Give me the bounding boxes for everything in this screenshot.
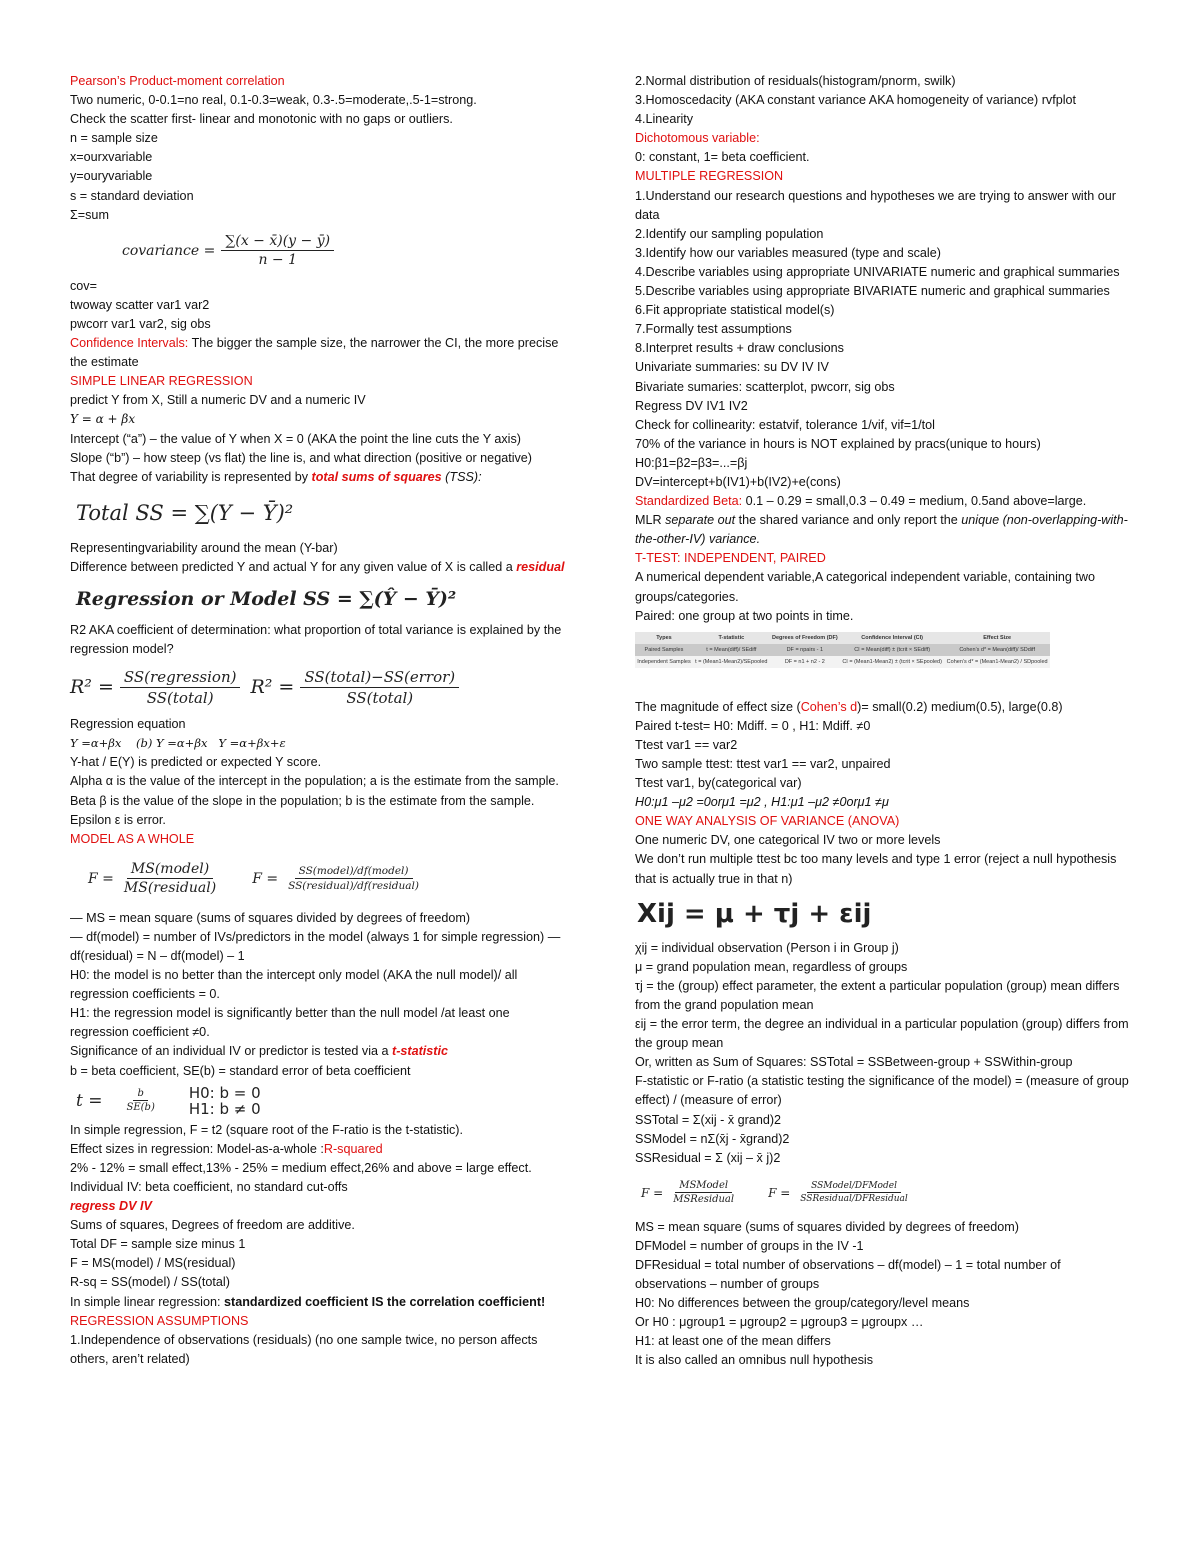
- r2-b-den: SS(total): [346, 688, 414, 707]
- total-ss-text: Total SS = ∑(Y − Ȳ)²: [76, 500, 294, 525]
- table-cell: t = Mean(diff)/ SEdiff: [693, 644, 770, 656]
- anova-formula-text: Xij = μ + τj + εij: [637, 898, 872, 929]
- f-a-num: MS(model): [127, 861, 213, 879]
- anova-tail: DFResidual = total number of observations – df(model) – 1 = total number of observations – number of groups: [635, 1257, 1061, 1292]
- r2-a-lhs: R² =: [70, 676, 114, 699]
- anova-def: εij = the error term, the degree an individual in a particular population (group) differs from the group mean: [635, 1017, 1129, 1051]
- table-cell: CI = Mean(diff) ± (tcrit × SEdiff): [840, 644, 944, 656]
- model-ss-formula: [70, 577, 570, 621]
- anova-tail: H1: at least one of the mean differs: [635, 1334, 831, 1349]
- epsilon-line: Epsilon ε is error.: [70, 812, 166, 827]
- confidence-intervals: [70, 334, 570, 372]
- anova-def: SSResidual = Σ (xij – x̄ j)2: [635, 1150, 781, 1165]
- cov-numerator: ∑(x − x̄)(y − ȳ): [221, 233, 334, 251]
- table-header: Types: [635, 632, 693, 644]
- sb-text: 0.1 – 0.29 = small,0.3 – 0.49 = medium, 0.5and above=large.: [742, 494, 1087, 509]
- cov-denominator: n − 1: [258, 252, 298, 269]
- ttest-title: T-TEST: INDEPENDENT, PAIRED: [635, 551, 826, 566]
- mr-step: Regress DV IV1 IV2: [635, 398, 748, 413]
- model-ss-text: Regression or Model SS = ∑(Ŷ − Ȳ)²: [76, 587, 457, 610]
- mr-step: 2.Identify our sampling population: [635, 226, 824, 241]
- table-header: Confidence Interval (CI): [840, 632, 944, 644]
- pearson-line: Check the scatter first- linear and monotonic with no gaps or outliers.: [70, 112, 453, 127]
- f-b-fraction: [284, 865, 423, 892]
- mr-step: H0:β1=β2=β3=...=βj: [635, 455, 748, 470]
- sb-label: Standardized Beta:: [635, 494, 743, 509]
- table-header: T-statistic: [693, 632, 770, 644]
- tstat-prefix: Significance of an individual IV or predictor is tested via a: [70, 1044, 393, 1059]
- effect-line2: 2% - 12% = small effect,13% - 25% = medium effect,26% and above = large effect.: [70, 1160, 532, 1175]
- cov-line: pwcorr var1 var2, sig obs: [70, 316, 211, 331]
- reg-eq-title: Regression equation: [70, 717, 186, 732]
- mr-step: 7.Formally test assumptions: [635, 322, 792, 337]
- f-formulas: [70, 849, 570, 909]
- ttest-line1: A numerical dependent variable,A categorical independent variable, containing two groups/categories.: [635, 570, 1095, 604]
- mean-line: Representingvariability around the mean (Y-bar): [70, 540, 338, 555]
- effect-size-table-wrap: [635, 626, 1130, 698]
- r2-formulas: [70, 659, 570, 715]
- anova-def: SSModel = nΣ(x̄j - x̄grand)2: [635, 1131, 790, 1146]
- table-row: [635, 644, 1050, 656]
- cov-fraction: [221, 233, 334, 268]
- cohen-red: Cohen’s d: [800, 699, 858, 714]
- h1-line: H1: the regression model is significantly better than the null model /at least one regression coefficient ≠0.: [70, 1006, 510, 1040]
- mr-step: 4.Describe variables using appropriate UNIVARIATE numeric and graphical summaries: [635, 264, 1120, 279]
- r2-text: R2 AKA coefficient of determination: what proportion of total variance is explained by the regression model?: [70, 622, 562, 657]
- alpha-line: Alpha α is the value of the intercept in the population; a is the estimate from the sample.: [70, 774, 559, 789]
- table-cell: DF = n1 + n2 - 2: [770, 656, 840, 668]
- standardized-beta: [635, 492, 1130, 511]
- ms-line: — MS = mean square (sums of squares divided by degrees of freedom): [70, 910, 471, 925]
- anova-def: SSTotal = Σ(xij - x̄ grand)2: [635, 1112, 782, 1127]
- t-den: SE(b): [126, 1102, 155, 1114]
- beta-line: Beta β is the value of the slope in the population; b is the estimate from the sample.: [70, 793, 535, 808]
- effect-prefix: Effect sizes in regression: Model-as-a-whole :: [70, 1141, 324, 1156]
- total-ss-formula: [70, 487, 570, 539]
- slr-slope: Slope (“b”) – how steep (vs flat) the line is, and what direction (positive or negative): [70, 450, 532, 465]
- anova-f-a-lhs: F =: [641, 1185, 664, 1200]
- effect-red: R-squared: [323, 1141, 383, 1156]
- anova-formula: [635, 889, 1130, 939]
- anova-def: μ = grand population mean, regardless of groups: [635, 959, 908, 974]
- residual-prefix: Difference between predicted Y and actual Y for any given value of X is called a: [70, 559, 517, 574]
- anova-f-formulas: [635, 1168, 1130, 1218]
- mr-step: 70% of the variance in hours is NOT explained by pracs(unique to hours): [635, 436, 1041, 451]
- assump-4: 4.Linearity: [635, 112, 694, 127]
- indiv-iv: Individual IV: beta coefficient, no standard cut-offs: [70, 1179, 348, 1194]
- residual-word: residual: [516, 559, 565, 574]
- mr-step: 8.Interpret results + draw conclusions: [635, 341, 844, 356]
- tss-prefix: That degree of variability is represented by: [70, 469, 312, 484]
- pearson-line: y=ouryvariable: [70, 169, 153, 184]
- paired-line: Paired t-test= H0: Mdiff. = 0 , H1: Mdiff. ≠0: [635, 718, 871, 733]
- dich-line: 0: constant, 1= beta coefficient.: [635, 150, 810, 165]
- table-cell: Paired Samples: [635, 644, 693, 656]
- anova-tail: MS = mean square (sums of squares divided by degrees of freedom): [635, 1219, 1019, 1234]
- anova-line2: We don’t run multiple ttest bc too many levels and type 1 error (reject a null hypothesis that is actually true in that n): [635, 852, 1117, 886]
- assump-1: 1.Independence of observations (residuals) (no one sample twice, no person affects others, aren’t related): [70, 1332, 538, 1366]
- yhat-line: Y-hat / E(Y) is predicted or expected Y score.: [70, 755, 322, 770]
- cov-line: cov=: [70, 278, 97, 293]
- anova-def: F-statistic or F-ratio (a statistic testing the significance of the model) = (measure of group effect) / (measure of error): [635, 1074, 1129, 1108]
- effect-size-table: [635, 632, 1050, 668]
- anova-f-a-num: MSModel: [675, 1180, 732, 1193]
- additive-line: Sums of squares, Degrees of freedom are additive.: [70, 1218, 355, 1233]
- reg-eq-line: Y =α+βx (b) Y =α+βx Y =α+βx+ε: [70, 736, 286, 751]
- b-line: b = beta coefficient, SE(b) = standard error of beta coefficient: [70, 1063, 411, 1078]
- cohen-suffix: )= small(0.2) medium(0.5), large(0.8): [857, 699, 1063, 714]
- anova-f-b-den: SSResidual/DFResidual: [800, 1194, 908, 1205]
- pearson-line: n = sample size: [70, 131, 158, 146]
- assump-2: 2.Normal distribution of residuals(histogram/pnorm, swilk): [635, 74, 956, 88]
- r2-a-num: SS(regression): [120, 668, 241, 688]
- anova-tail: Or H0 : μgroup1 = μgroup2 = μgroup3 = μgroupx …: [635, 1315, 924, 1330]
- table-header: Effect Size: [944, 632, 1050, 644]
- tss-red: total sums of squares: [311, 469, 442, 484]
- t-lhs: t =: [76, 1090, 103, 1111]
- ttest-line2: Paired: one group at two points in time.: [635, 608, 854, 623]
- total-df-line: Total DF = sample size minus 1: [70, 1237, 246, 1252]
- dich-title: Dichotomous variable:: [635, 131, 760, 146]
- f-a-fraction: [120, 861, 220, 896]
- ci-text: The bigger the sample size, the narrower the CI, the more precise the estimate: [70, 336, 559, 370]
- cohen-line: [635, 698, 1130, 717]
- anova-f-b-fraction: [796, 1181, 911, 1204]
- anova-tail: It is also called an omnibus null hypothesis: [635, 1353, 874, 1368]
- ttest-cmd: Ttest var1 == var2: [635, 737, 738, 752]
- df-line: — df(model) = number of IVs/predictors in the model (always 1 for simple regression) — df(residual) = N – df(model) – 1: [70, 929, 561, 963]
- mr-step: Bivariate sumaries: scatterplot, pwcorr, sig obs: [635, 379, 895, 394]
- t-hypotheses: [189, 1085, 261, 1117]
- ttest-cmd: Two sample ttest: ttest var1 == var2, unpaired: [635, 757, 891, 771]
- r2-b-lhs: R² =: [250, 676, 295, 699]
- right-column: [635, 72, 1130, 1371]
- table-cell: DF = npairs - 1: [770, 644, 840, 656]
- anova-f-a-fraction: [669, 1180, 738, 1205]
- anova-f-b-num: SSModel/DFModel: [807, 1181, 901, 1193]
- t-h0: H0: b = 0: [188, 1083, 261, 1102]
- mr-step: 6.Fit appropriate statistical model(s): [635, 303, 835, 318]
- mr-title: MULTIPLE REGRESSION: [635, 169, 784, 184]
- tss-suffix: (TSS):: [441, 469, 482, 484]
- anova-f-a-den: MSResidual: [673, 1194, 735, 1206]
- maw-title: MODEL AS A WHOLE: [70, 831, 195, 846]
- mr-step: Check for collinearity: estatvif, tolerance 1/vif, vif=1/tol: [635, 417, 935, 432]
- t-num: b: [133, 1088, 147, 1101]
- mlr-it1: separate out: [665, 513, 736, 528]
- f-a-lhs: F =: [88, 870, 114, 887]
- mlr-line: [635, 511, 1130, 549]
- anova-def: χij = individual observation (Person i in Group j): [635, 940, 899, 955]
- t-formula: [70, 1081, 570, 1121]
- t-fraction: [122, 1088, 158, 1113]
- regress-red: regress DV IV: [70, 1199, 152, 1214]
- anova-f-b-lhs: F =: [768, 1185, 791, 1200]
- cov-lhs: covariance =: [122, 242, 216, 259]
- cohen-prefix: The magnitude of effect size (: [635, 699, 801, 714]
- assump-3: 3.Homoscedacity (AKA constant variance AKA homogeneity of variance) rvfplot: [635, 93, 1077, 108]
- pearson-line: x=ourxvariable: [70, 150, 153, 165]
- pearson-line: s = standard deviation: [70, 188, 194, 203]
- left-column: [70, 72, 570, 1369]
- mr-step: 5.Describe variables using appropriate BIVARIATE numeric and graphical summaries: [635, 284, 1110, 299]
- mr-step: 3.Identify how our variables measured (type and scale): [635, 245, 941, 260]
- slr-line: predict Y from X, Still a numeric DV and a numeric IV: [70, 393, 366, 408]
- f-b-den: SS(residual)/df(residual): [288, 880, 420, 893]
- tstat-line: [70, 1042, 570, 1061]
- h0-line: H0: the model is no better than the intercept only model (AKA the null model)/ all regression coefficients = 0.: [70, 968, 518, 1002]
- t-h1: H1: b ≠ 0: [188, 1099, 261, 1118]
- f-ms-line: F = MS(model) / MS(residual): [70, 1256, 236, 1271]
- pearson-line: Two numeric, 0-0.1=no real, 0.1-0.3=weak, 0.3-.5=moderate,.5-1=strong.: [70, 93, 477, 108]
- anova-title: ONE WAY ANALYSIS OF VARIANCE (ANOVA): [635, 814, 900, 829]
- tss-line: [70, 468, 570, 487]
- std-prefix: In simple linear regression:: [70, 1294, 224, 1309]
- table-header-row: [635, 632, 1050, 644]
- table-cell: Cohen’s d* = Mean(diff)/ SDdiff: [944, 644, 1050, 656]
- std-bold: standardized coefficient IS the correlation coefficient!: [224, 1294, 546, 1309]
- cov-line: twoway scatter var1 var2: [70, 297, 210, 312]
- slr-title: SIMPLE LINEAR REGRESSION: [70, 374, 253, 389]
- assump-title: REGRESSION ASSUMPTIONS: [70, 1313, 249, 1328]
- anova-line1: One numeric DV, one categorical IV two or more levels: [635, 833, 941, 848]
- pearson-line: Σ=sum: [70, 207, 109, 222]
- ttest-cmd: Ttest var1, by(categorical var): [635, 776, 802, 791]
- mr-step: Univariate summaries: su DV IV IV: [635, 360, 829, 375]
- f-a-den: MS(residual): [123, 880, 217, 897]
- rsq-line: R-sq = SS(model) / SS(total): [70, 1275, 230, 1290]
- table-cell: CI = (Mean1-Mean2) ± (tcrit × SEpooled): [840, 656, 944, 668]
- table-cell: Cohen’s d* = (Mean1-Mean2) / SDpooled: [944, 656, 1050, 668]
- effect-line: [70, 1140, 570, 1159]
- f-b-num: SS(model)/df(model): [295, 865, 413, 879]
- f-b-lhs: F =: [252, 870, 279, 887]
- ci-label: Confidence Intervals:: [70, 336, 189, 351]
- table-header: Degrees of Freedom (DF): [770, 632, 840, 644]
- covariance-formula: [70, 225, 570, 277]
- anova-tail: H0: No differences between the group/category/level means: [635, 1296, 970, 1311]
- anova-def: Or, written as Sum of Squares: SSTotal = SSBetween-group + SSWithin-group: [635, 1055, 1073, 1070]
- table-cell: Independent Samples: [635, 656, 693, 668]
- slr-intercept: Intercept (“a”) – the value of Y when X = 0 (AKA the point the line cuts the Y axis): [70, 431, 521, 446]
- r2-b-num: SS(total)−SS(error): [300, 668, 459, 688]
- std-line: [70, 1293, 570, 1312]
- r2-a-den: SS(total): [146, 688, 214, 707]
- anova-def: τj = the (group) effect parameter, the extent a particular population (group) mean differs from the grand population mean: [635, 978, 1120, 1012]
- anova-tail: DFModel = number of groups in the IV -1: [635, 1238, 864, 1253]
- f-t-line: In simple regression, F = t2 (square root of the F-ratio is the t-statistic).: [70, 1122, 464, 1137]
- r2-a-fraction: [120, 668, 241, 707]
- residual-line: [70, 558, 570, 577]
- mlr-it2: unique (non-overlapping-with-the-other-IV) variance.: [635, 513, 1128, 547]
- tstat-red: t-statistic: [392, 1044, 448, 1059]
- mr-step: 1.Understand our research questions and hypotheses we are trying to answer with our data: [635, 188, 1116, 222]
- table-row: [635, 656, 1050, 668]
- slr-equation: Y = α + βx: [70, 412, 136, 427]
- mlr-mid: the shared variance and only report the: [735, 513, 962, 528]
- pearson-title: Pearson’s Product-moment correlation: [70, 74, 285, 88]
- mlr-prefix: MLR: [635, 513, 666, 528]
- r2-b-fraction: [300, 668, 459, 707]
- mr-step: DV=intercept+b(IV1)+b(IV2)+e(cons): [635, 474, 841, 489]
- table-cell: t = (Mean1-Mean2)/SEpooled: [693, 656, 770, 668]
- ttest-cmd: H0:μ1 –μ2 =0orμ1 =μ2 , H1:μ1 –μ2 ≠0orμ1 ≠μ: [635, 795, 889, 810]
